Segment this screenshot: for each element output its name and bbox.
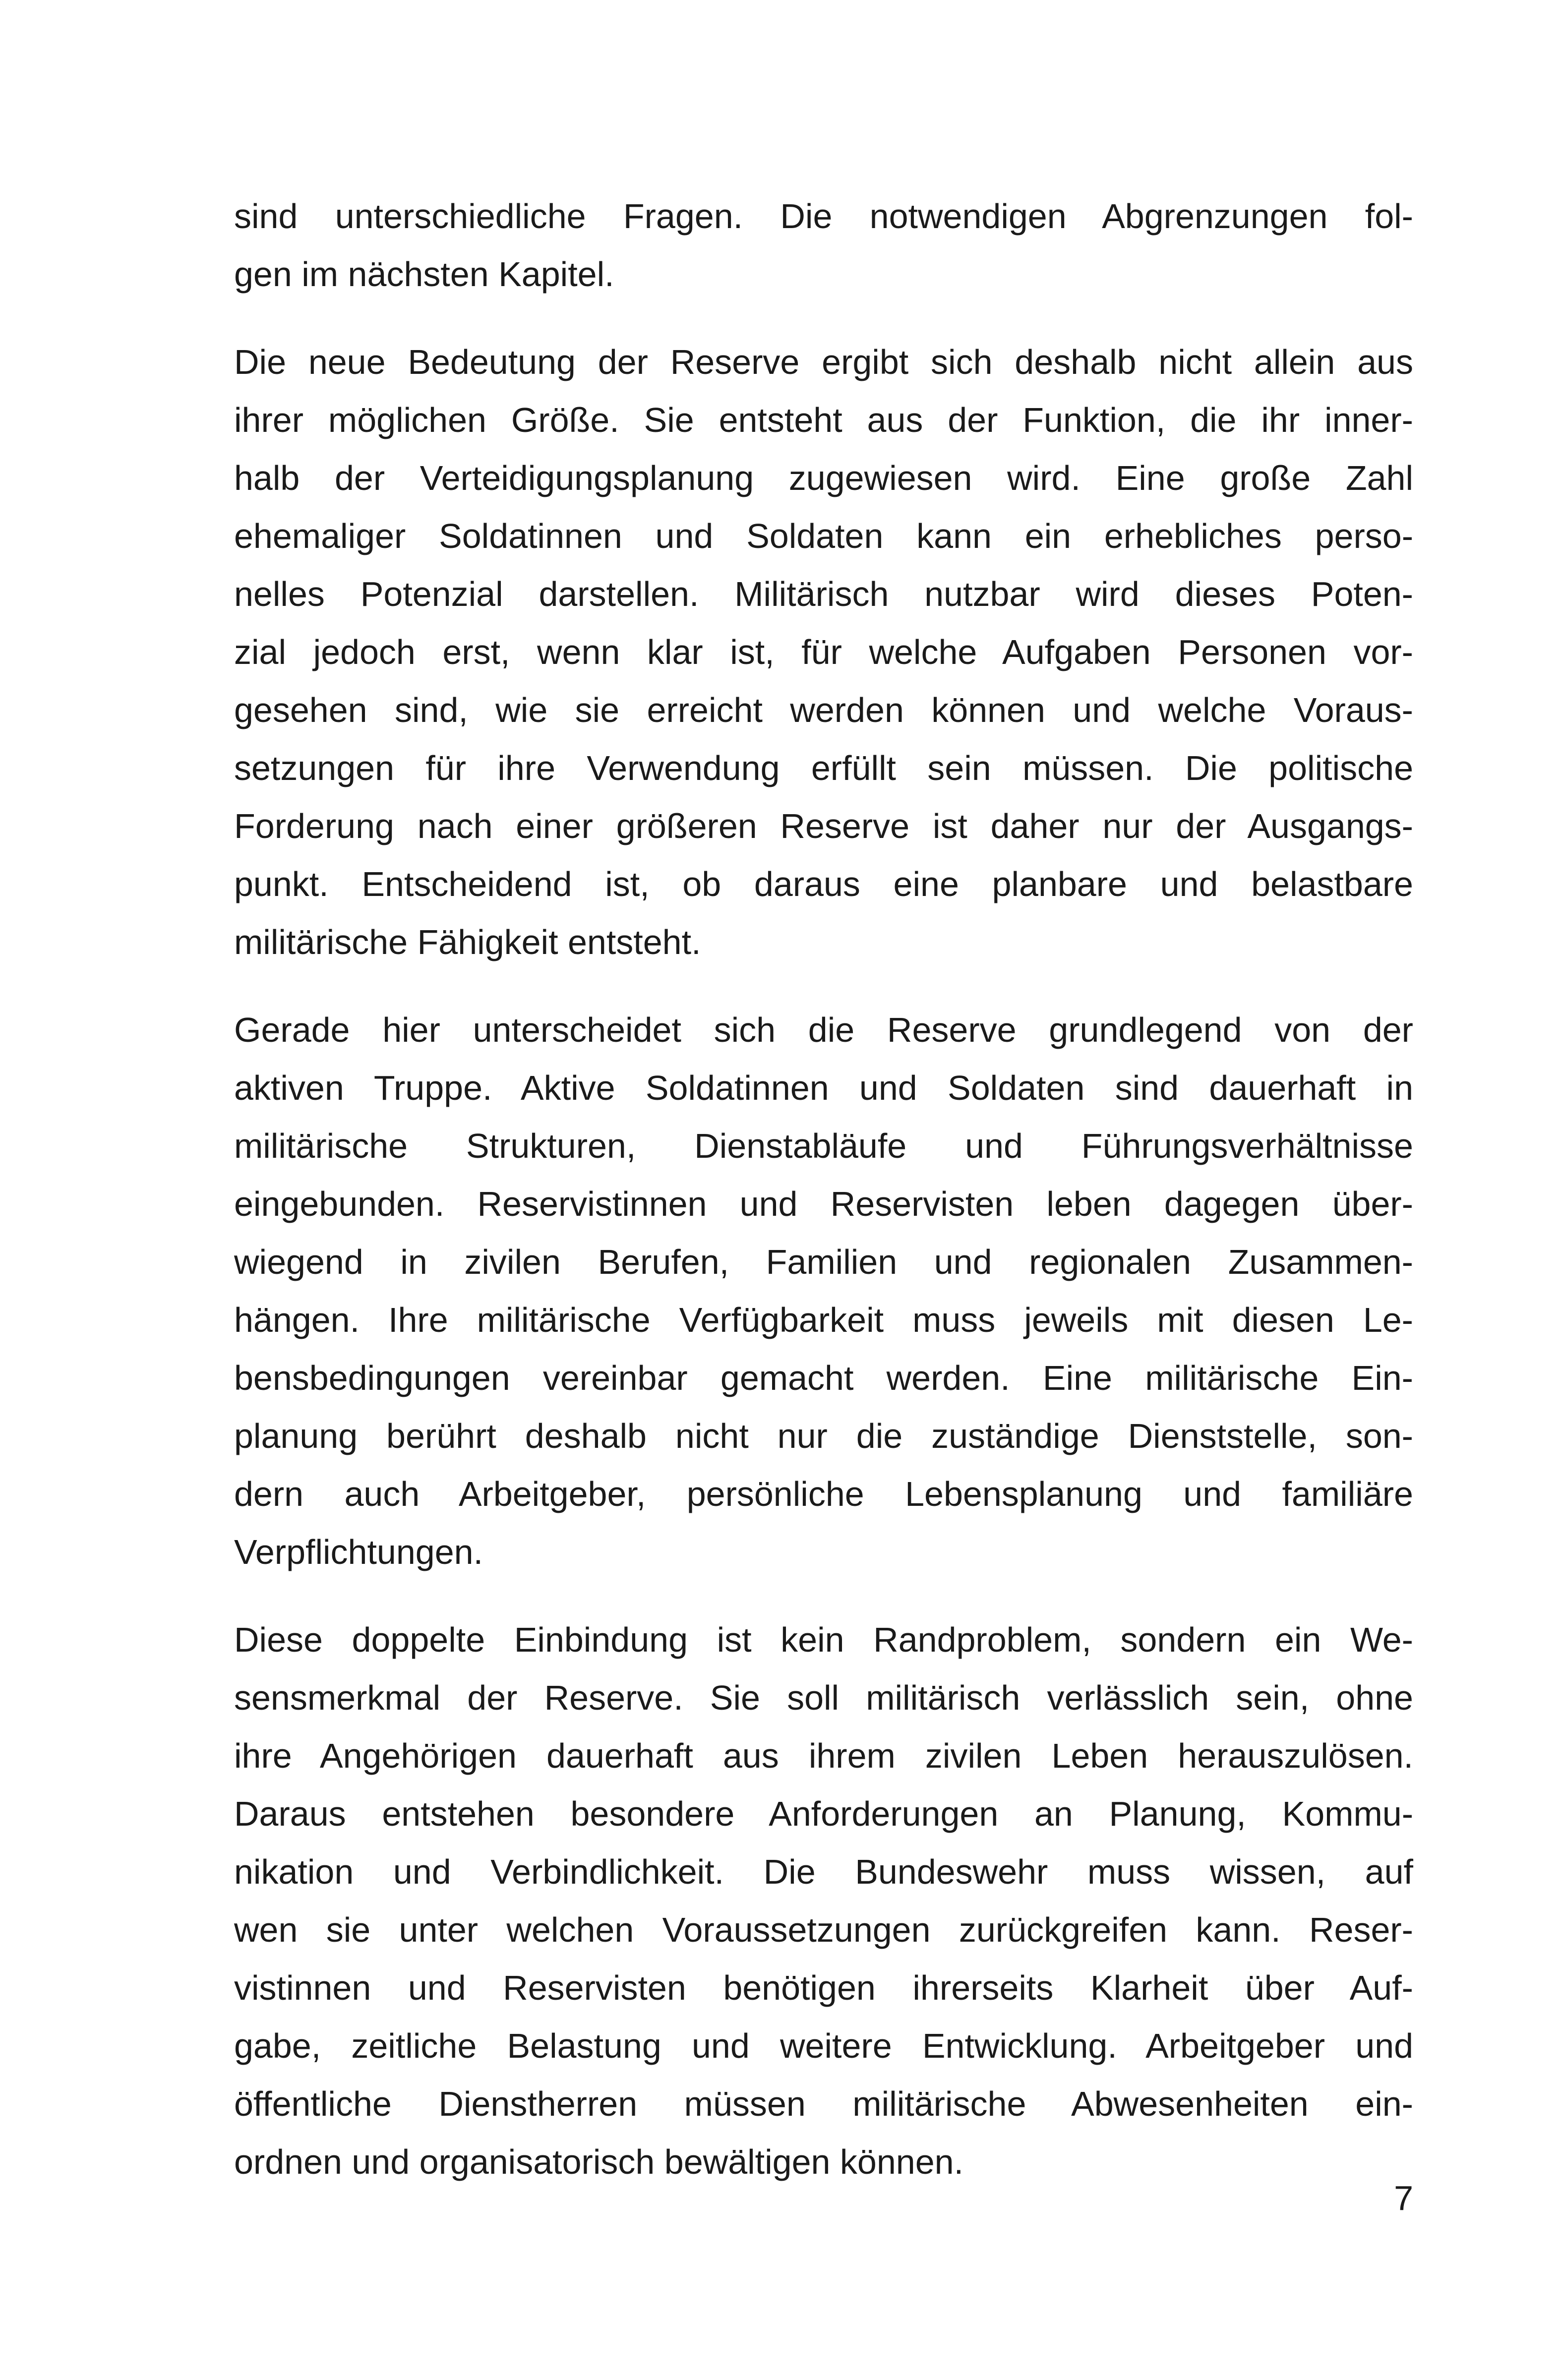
- text-line: gen im nächsten Kapitel.: [234, 255, 614, 294]
- text-line: Die neue Bedeutung der Reserve ergibt sich deshalb nicht allein aus: [234, 343, 1413, 381]
- text-line: sensmerkmal der Reserve. Sie soll militärisch verlässlich sein, ohne: [234, 1678, 1413, 1717]
- text-line: nikation und Verbindlichkeit. Die Bundeswehr muss wissen, auf: [234, 1852, 1413, 1891]
- paragraph-3: [234, 1001, 1413, 1581]
- text-line: Verpflichtungen.: [234, 1533, 483, 1571]
- text-line: vistinnen und Reservisten benötigen ihrerseits Klarheit über Auf-: [234, 1968, 1413, 2007]
- text-line: punkt. Entscheidend ist, ob daraus eine planbare und belastbare: [234, 865, 1413, 903]
- text-line: Forderung nach einer größeren Reserve ist daher nur der Ausgangs-: [234, 807, 1413, 845]
- text-line: planung berührt deshalb nicht nur die zuständige Dienststelle, son-: [234, 1417, 1413, 1455]
- text-line: halb der Verteidigungsplanung zugewiesen wird. Eine große Zahl: [234, 459, 1413, 497]
- text-line: eingebunden. Reservistinnen und Reservisten leben dagegen über-: [234, 1185, 1413, 1223]
- text-line: hängen. Ihre militärische Verfügbarkeit muss jeweils mit diesen Le-: [234, 1301, 1413, 1339]
- text-line: bensbedingungen vereinbar gemacht werden. Eine militärische Ein-: [234, 1359, 1413, 1397]
- text-line: zial jedoch erst, wenn klar ist, für welche Aufgaben Personen vor-: [234, 633, 1413, 671]
- text-line: Gerade hier unterscheidet sich die Reserve grundlegend von der: [234, 1011, 1413, 1049]
- page-number: 7: [1394, 2179, 1413, 2217]
- text-line: ehemaliger Soldatinnen und Soldaten kann ein erhebliches perso-: [234, 517, 1413, 555]
- text-line: wiegend in zivilen Berufen, Familien und regionalen Zusammen-: [234, 1243, 1413, 1281]
- text-line: aktiven Truppe. Aktive Soldatinnen und Soldaten sind dauerhaft in: [234, 1069, 1413, 1107]
- text-line: Daraus entstehen besondere Anforderungen an Planung, Kommu-: [234, 1794, 1413, 1833]
- text-line: Diese doppelte Einbindung ist kein Randproblem, sondern ein We-: [234, 1620, 1413, 1659]
- text-line: sind unterschiedliche Fragen. Die notwendigen Abgrenzungen fol-: [234, 197, 1413, 236]
- text-line: ihrer möglichen Größe. Sie entsteht aus der Funktion, die ihr inner-: [234, 401, 1413, 439]
- text-line: militärische Strukturen, Dienstabläufe und Führungsverhältnisse: [234, 1127, 1413, 1165]
- text-line: wen sie unter welchen Voraussetzungen zurückgreifen kann. Reser-: [234, 1910, 1413, 1949]
- text-line: militärische Fähigkeit entsteht.: [234, 923, 701, 961]
- paragraph-1: [234, 187, 1413, 303]
- text-line: gabe, zeitliche Belastung und weitere Entwicklung. Arbeitgeber und: [234, 2026, 1413, 2065]
- text-line: setzungen für ihre Verwendung erfüllt sein müssen. Die politische: [234, 749, 1413, 787]
- paragraph-2: [234, 333, 1413, 971]
- text-line: dern auch Arbeitgeber, persönliche Lebensplanung und familiäre: [234, 1475, 1413, 1513]
- text-line: gesehen sind, wie sie erreicht werden können und welche Voraus-: [234, 691, 1413, 729]
- text-line: ihre Angehörigen dauerhaft aus ihrem zivilen Leben herauszulösen.: [234, 1736, 1413, 1775]
- text-line: nelles Potenzial darstellen. Militärisch nutzbar wird dieses Poten-: [234, 575, 1413, 613]
- body-text: [234, 187, 1413, 2221]
- paragraph-4: [234, 1611, 1413, 2191]
- text-line: öffentliche Dienstherren müssen militärische Abwesenheiten ein-: [234, 2084, 1413, 2123]
- text-line: ordnen und organisatorisch bewältigen können.: [234, 2142, 964, 2181]
